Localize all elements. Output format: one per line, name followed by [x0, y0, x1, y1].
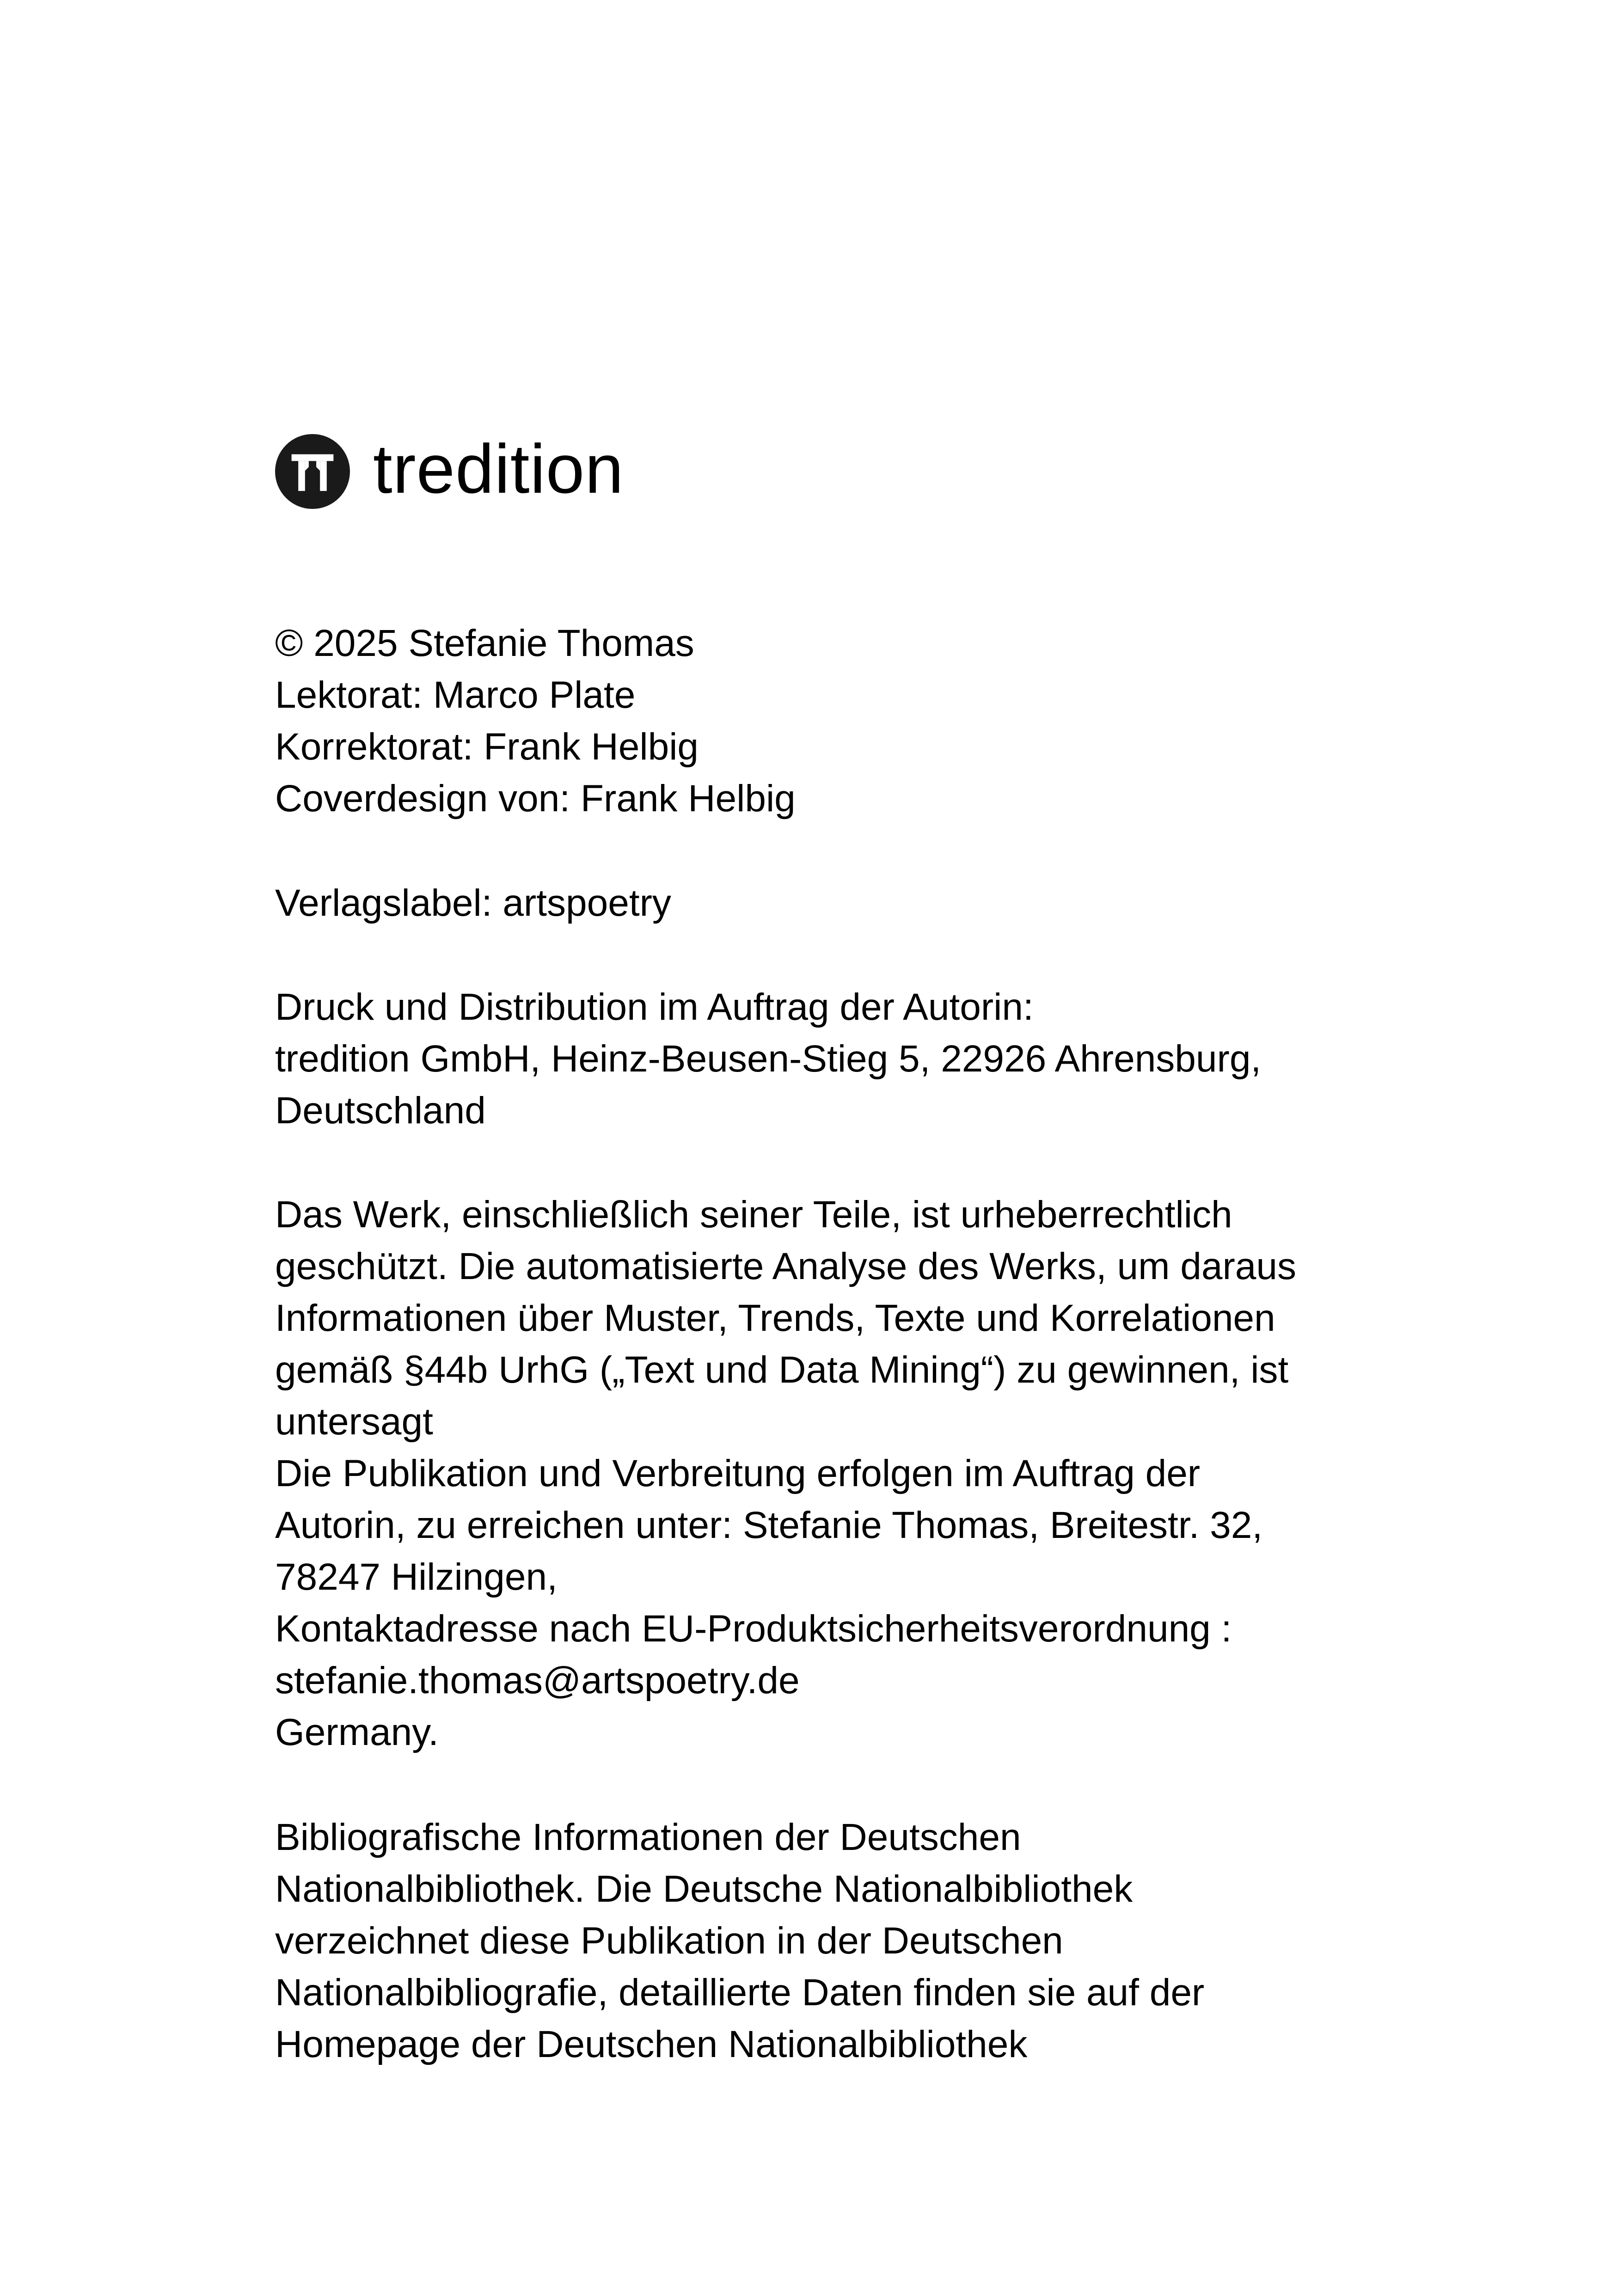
legal-line: Autorin, zu erreichen unter: Stefanie Thomas, Breitestr. 32, — [275, 1504, 1263, 1546]
proofreader-line: Korrektorat: Frank Helbig — [275, 726, 699, 768]
print-line: Deutschland — [275, 1090, 486, 1132]
copyright-line: © 2025 Stefanie Thomas — [275, 622, 694, 664]
legal-line: Informationen über Muster, Trends, Texte und Korrelationen — [275, 1297, 1275, 1339]
cover-design-line: Coverdesign von: Frank Helbig — [275, 778, 796, 820]
biblio-line: Nationalbibliothek. Die Deutsche Nationalbibliothek — [275, 1868, 1133, 1910]
biblio-line: verzeichnet diese Publikation in der Deutschen — [275, 1920, 1063, 1962]
biblio-line: Homepage der Deutschen Nationalbibliothek — [275, 2023, 1028, 2065]
publisher-logo — [275, 432, 624, 511]
legal-line: Germany. — [275, 1711, 439, 1753]
credits-block — [275, 618, 1385, 825]
print-line: Druck und Distribution im Auftrag der Autorin: — [275, 986, 1034, 1028]
legal-line: gemäß §44b UrhG („Text und Data Mining“) zu gewinnen, ist — [275, 1349, 1289, 1391]
legal-notice-block — [275, 1189, 1385, 1758]
biblio-line: Bibliografische Informationen der Deutschen — [275, 1816, 1021, 1858]
legal-line: Kontaktadresse nach EU-Produktsicherheitsverordnung : — [275, 1608, 1232, 1650]
legal-line: Die Publikation und Verbreitung erfolgen im Auftrag der — [275, 1452, 1201, 1494]
publisher-label-block — [275, 877, 1385, 929]
editor-line: Lektorat: Marco Plate — [275, 674, 636, 716]
legal-line: geschützt. Die automatisierte Analyse des Werks, um daraus — [275, 1245, 1296, 1287]
print-line: tredition GmbH, Heinz-Beusen-Stieg 5, 22926 Ahrensburg, — [275, 1038, 1262, 1080]
tredition-logo-icon — [275, 434, 350, 509]
bibliographic-info-block — [275, 1812, 1385, 2070]
contact-email: stefanie.thomas@artspoetry.de — [275, 1659, 800, 1702]
legal-line: untersagt — [275, 1401, 433, 1443]
publisher-label-line: Verlagslabel: artspoetry — [275, 882, 671, 924]
logo-wordmark: tredition — [373, 430, 624, 508]
legal-line: Das Werk, einschließlich seiner Teile, ist urheberrechtlich — [275, 1194, 1232, 1236]
legal-line: 78247 Hilzingen, — [275, 1556, 558, 1598]
print-distribution-block — [275, 981, 1385, 1137]
biblio-line: Nationalbibliografie, detaillierte Daten finden sie auf der — [275, 1971, 1205, 2014]
